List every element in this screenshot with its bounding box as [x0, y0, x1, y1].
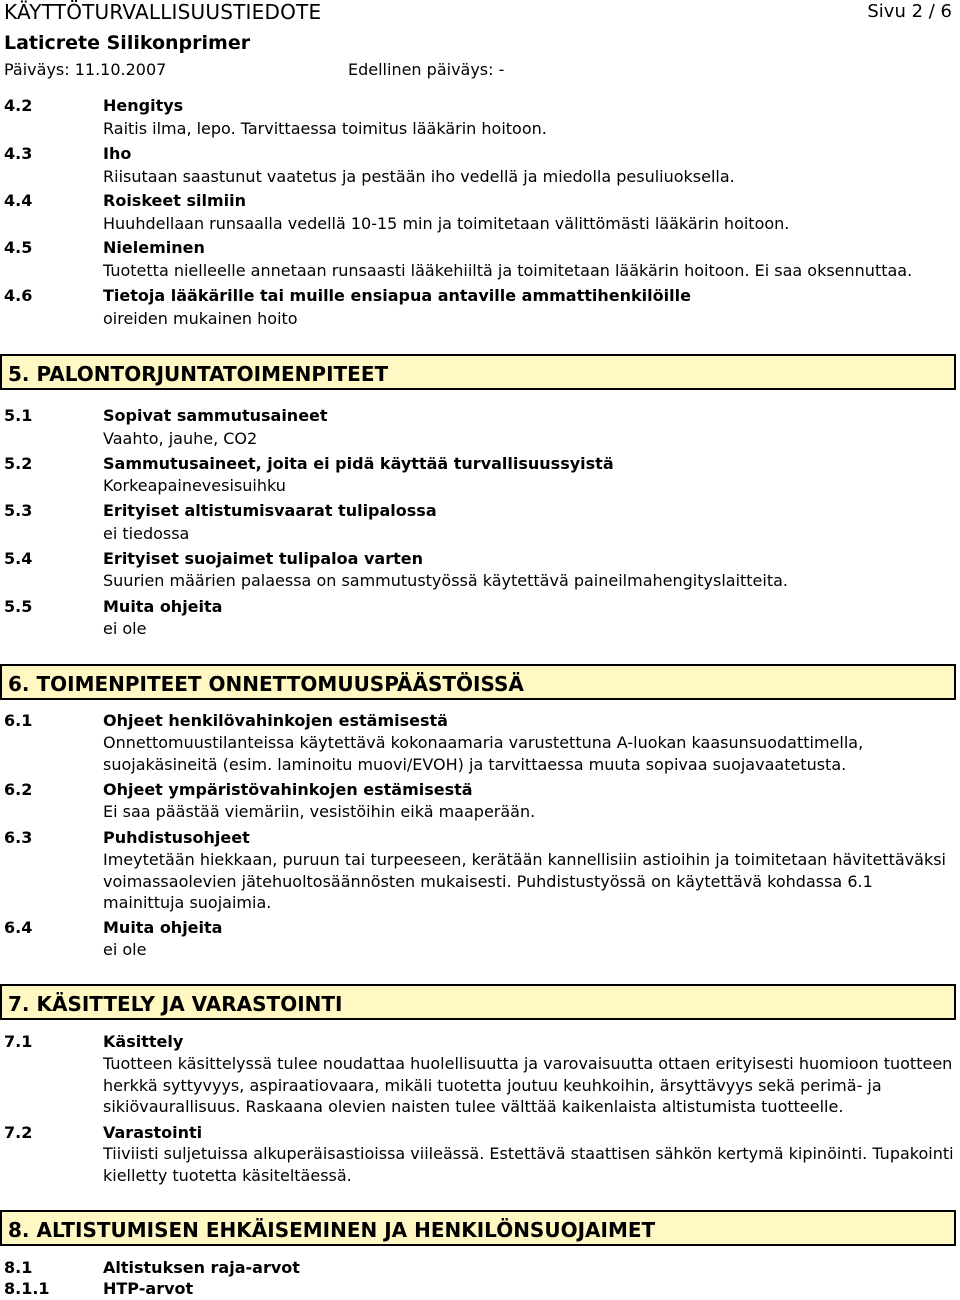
item-title: Erityiset altistumisvaarat tulipalossa — [103, 501, 437, 520]
item-number: 4.5 — [4, 238, 33, 257]
item-text: Tuotetta nielleelle annetaan runsaasti lääkehiiltä ja toimitetaan lääkärin hoitoon. Ei saa oksennuttaa. — [103, 261, 913, 280]
item-title: Muita ohjeita — [103, 918, 223, 937]
page-number: Sivu 2 / 6 — [867, 1, 952, 22]
section-heading-band — [0, 984, 956, 1020]
item-text: Imeytetään hiekkaan, puruun tai turpeeseen, kerätään kannellisiin astioihin ja toimitetaan hävitettäväksi voimassaolevien jätehuoltosäännösten mukaisesti. Puhdistustyössä on käytettävä kohdassa 6.1 mainittuja suojaimia. — [103, 850, 946, 912]
item-number: 6.4 — [4, 918, 33, 937]
item-number: 5.3 — [4, 501, 33, 520]
item-number: 4.4 — [4, 191, 33, 210]
item-title: Ohjeet henkilövahinkojen estämisestä — [103, 711, 448, 730]
item-title: Puhdistusohjeet — [103, 828, 250, 847]
item-title: Nieleminen — [103, 238, 205, 257]
item-title: Tietoja lääkärille tai muille ensiapua antaville ammattihenkilöille — [103, 286, 691, 305]
item-title: Erityiset suojaimet tulipaloa varten — [103, 549, 423, 568]
section-heading: 5. PALONTORJUNTATOIMENPITEET — [8, 362, 389, 386]
item-title: Muita ohjeita — [103, 597, 223, 616]
item-text: Tuotteen käsittelyssä tulee noudattaa huolellisuutta ja varovaisuutta ottaen erityisesti huomioon tuotteen herkkä syttyvyys, aspiraatiovaara, mikäli tuotetta joutuu keuhkoihin, ärsyttävyys sekä perimä- ja sikiövaurallisuus. Raskaana olevien naisten tulee välttää kaikenlaista altistumista tuotteelle. — [103, 1054, 953, 1116]
item-number: 4.6 — [4, 286, 33, 305]
item-number: 5.4 — [4, 549, 33, 568]
product-name: Laticrete Silikonprimer — [4, 32, 251, 54]
item-text: ei tiedossa — [103, 524, 190, 543]
item-number: 5.5 — [4, 597, 33, 616]
item-number: 6.2 — [4, 780, 33, 799]
section-heading: 6. TOIMENPITEET ONNETTOMUUSPÄÄSTÖISSÄ — [8, 672, 524, 696]
item-number: 6.1 — [4, 711, 33, 730]
item-number: 8.1 — [4, 1258, 33, 1277]
item-title: Roiskeet silmiin — [103, 191, 246, 210]
item-title: Käsittely — [103, 1032, 184, 1051]
item-title: Sammutusaineet, joita ei pidä käyttää turvallisuussyistä — [103, 454, 614, 473]
section-heading-band — [0, 1210, 956, 1246]
item-title: Varastointi — [103, 1123, 203, 1142]
item-number: 4.3 — [4, 144, 33, 163]
item-number: 6.3 — [4, 828, 33, 847]
item-text: Tiiviisti suljetuissa alkuperäisastioissa viileässä. Estettävä staattisen sähkön kertymä kipinöinti. Tupakointi kielletty tuotetta käsiteltäessä. — [103, 1144, 954, 1185]
item-text: Vaahto, jauhe, CO2 — [103, 429, 258, 448]
item-text: Suurien määrien palaessa on sammutustyössä käytettävä paineilmahengityslaitteita. — [103, 571, 789, 590]
item-text: Ei saa päästää viemäriin, vesistöihin eikä maaperään. — [103, 802, 536, 821]
item-title: Ohjeet ympäristövahinkojen estämisestä — [103, 780, 473, 799]
issue-date: Päiväys: 11.10.2007 — [4, 60, 167, 79]
section-heading: 7. KÄSITTELY JA VARASTOINTI — [8, 992, 343, 1016]
item-text: Huuhdellaan runsaalla vedellä 10-15 min ja toimitetaan välittömästi lääkärin hoitoon. — [103, 214, 790, 233]
section-heading-band — [0, 664, 956, 700]
item-title: Altistuksen raja-arvot — [103, 1258, 300, 1277]
item-text: Raitis ilma, lepo. Tarvittaessa toimitus lääkärin hoitoon. — [103, 119, 547, 138]
previous-date: Edellinen päiväys: - — [348, 60, 505, 79]
document-title: KÄYTTÖTURVALLISUUSTIEDOTE — [4, 0, 322, 24]
item-number: 4.2 — [4, 96, 33, 115]
item-title: Iho — [103, 144, 132, 163]
section-heading-band — [0, 354, 956, 390]
item-number: 7.2 — [4, 1123, 33, 1142]
item-text: Onnettomuustilanteissa käytettävä kokonaamaria varustettuna A-luokan kaasunsuodattimella, suojakäsineitä (esim. laminoitu muovi/EVOH) ja tarvittaessa muuta sopivaa suojavaatetusta. — [103, 733, 864, 774]
item-text: ei ole — [103, 619, 147, 638]
item-text: Riisutaan saastunut vaatetus ja pestään iho vedellä ja miedolla pesuliuoksella. — [103, 167, 735, 186]
item-number: 7.1 — [4, 1032, 33, 1051]
item-number: 8.1.1 — [4, 1279, 50, 1298]
item-title: HTP-arvot — [103, 1279, 194, 1298]
item-text: oireiden mukainen hoito — [103, 309, 298, 328]
item-text: Korkeapainevesisuihku — [103, 476, 286, 495]
item-number: 5.1 — [4, 406, 33, 425]
item-title: Hengitys — [103, 96, 184, 115]
item-text: ei ole — [103, 940, 147, 959]
item-number: 5.2 — [4, 454, 33, 473]
item-title: Sopivat sammutusaineet — [103, 406, 328, 425]
section-heading: 8. ALTISTUMISEN EHKÄISEMINEN JA HENKILÖNSUOJAIMET — [8, 1218, 656, 1242]
